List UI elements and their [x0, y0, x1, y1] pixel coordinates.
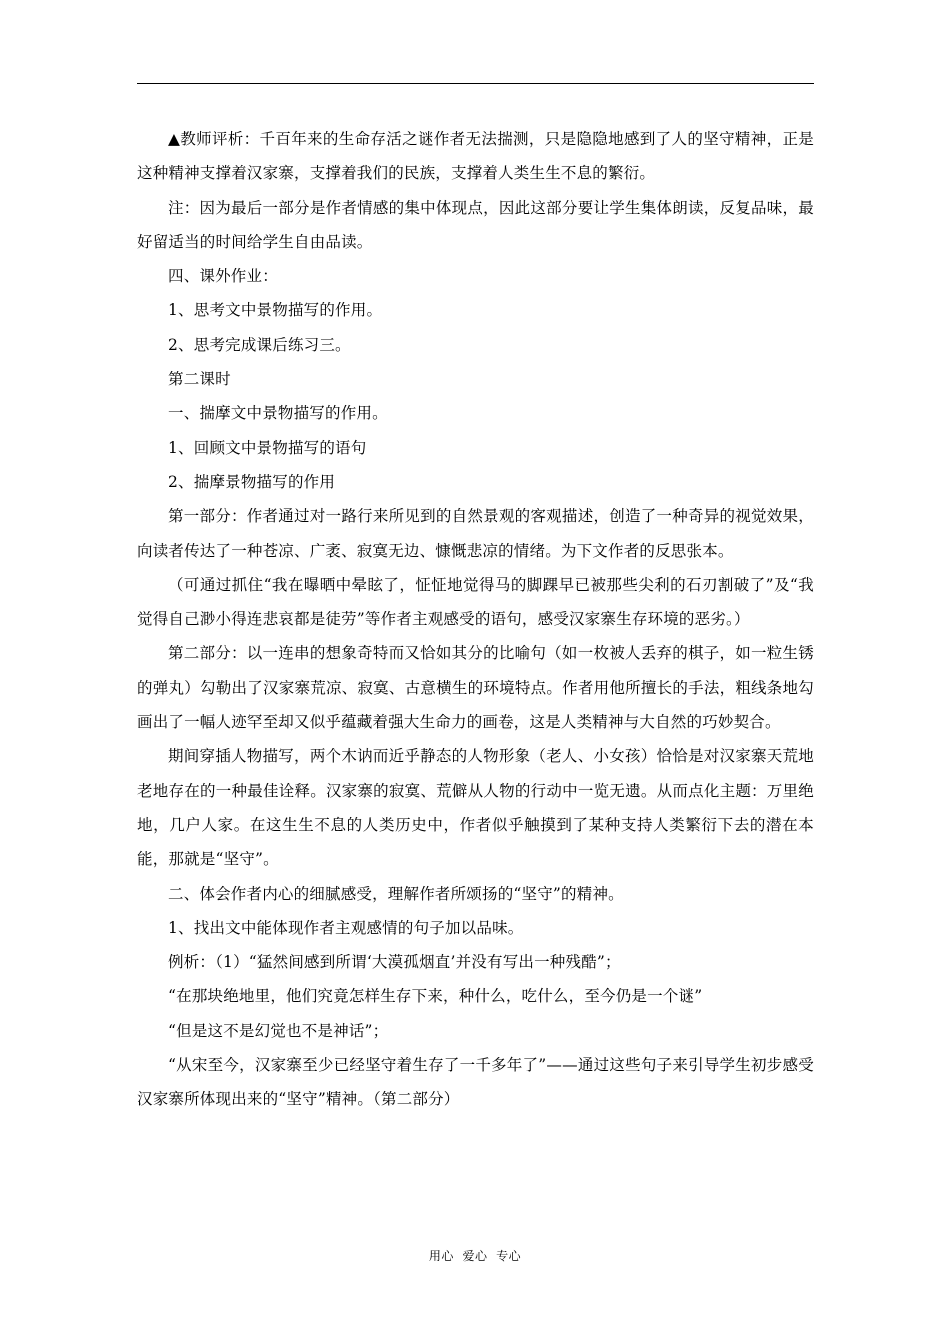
- page-footer: 用心 爱心 专心: [428, 1249, 522, 1263]
- header-rule: [137, 83, 814, 84]
- example-line-4: “从宋至今，汉家寨至少已经坚守着生存了一千多年了”——通过这些句子来引导学生初步感受汉家寨所体现出来的“坚守”精神。（第二部分）: [137, 1056, 814, 1109]
- section-one-item-2: 2、揣摩景物描写的作用: [168, 472, 336, 491]
- character-description-paragraph: 期间穿插人物描写，两个木讷而近乎静态的人物形象（老人、小女孩）恰恰是对汉家寨天荒地老地存在的一种最佳诠释。汉家寨的寂寞、荒僻从人物的行动中一览无遗。从而点化主题：万里绝地，几户人家。在这生生不息的人类历史中，作者似乎触摸到了某种支持人类繁衍下去的潜在本能，那就是“坚守”。: [137, 747, 814, 869]
- part-one-paragraph: 第一部分：作者通过对一路行来所见到的自然景观的客观描述，创造了一种奇异的视觉效果，向读者传达了一种苍凉、广袤、寂寞无边、慷慨悲凉的情绪。为下文作者的反思张本。: [137, 507, 814, 560]
- homework-heading: 四、课外作业：: [168, 267, 278, 286]
- homework-item-1: 1、思考文中景物描写的作用。: [168, 301, 383, 320]
- example-line-2: “在那块绝地里，他们究竟怎样生存下来，种什么，吃什么，至今仍是一个谜”: [168, 987, 703, 1006]
- section-two-heading: 二、体会作者内心的细腻感受，理解作者所颂扬的“坚守”的精神。: [168, 884, 624, 903]
- part-one-note-paragraph: （可通过抓住“我在曝晒中晕眩了，怔怔地觉得马的脚踝早已被那些尖利的石刃割破了”及“我觉得自己渺小得连悲哀都是徒劳”等作者主观感受的语句，感受汉家寨生存环境的恶劣。）: [137, 575, 814, 629]
- document-body: [137, 122, 814, 1117]
- note-paragraph: 注：因为最后一部分是作者情感的集中体现点，因此这部分要让学生集体朗读，反复品味，最好留适当的时间给学生自由品读。: [137, 198, 814, 251]
- part-two-paragraph: 第二部分：以一连串的想象奇特而又恰如其分的比喻句（如一枚被人丢弃的棋子，如一粒生锈的弹丸）勾勒出了汉家寨荒凉、寂寞、古意横生的环境特点。作者用他所擅长的手法，粗线条地勾画出了一幅人迹罕至却又似乎蕴藏着强大生命力的画卷，这是人类精神与大自然的巧妙契合。: [137, 644, 814, 732]
- teacher-comment-paragraph: ▲教师评析：千百年来的生命存活之谜作者无法揣测，只是隐隐地感到了人的坚守精神，正是这种精神支撑着汉家寨，支撑着我们的民族，支撑着人类生生不息的繁衍。: [137, 130, 814, 183]
- section-one-heading: 一、揣摩文中景物描写的作用。: [168, 404, 388, 423]
- homework-item-2: 2、思考完成课后练习三。: [168, 335, 351, 354]
- lesson-two-heading: 第二课时: [168, 370, 231, 389]
- example-line-1: 例析：（1）“猛然间感到所谓‘大漠孤烟直’并没有写出一种残酷”；: [168, 953, 621, 972]
- section-one-item-1: 1、回顾文中景物描写的语句: [168, 438, 367, 457]
- section-two-item-1: 1、找出文中能体现作者主观感情的句子加以品味。: [168, 918, 524, 937]
- example-line-3: “但是这不是幻觉也不是神话”；: [168, 1021, 389, 1040]
